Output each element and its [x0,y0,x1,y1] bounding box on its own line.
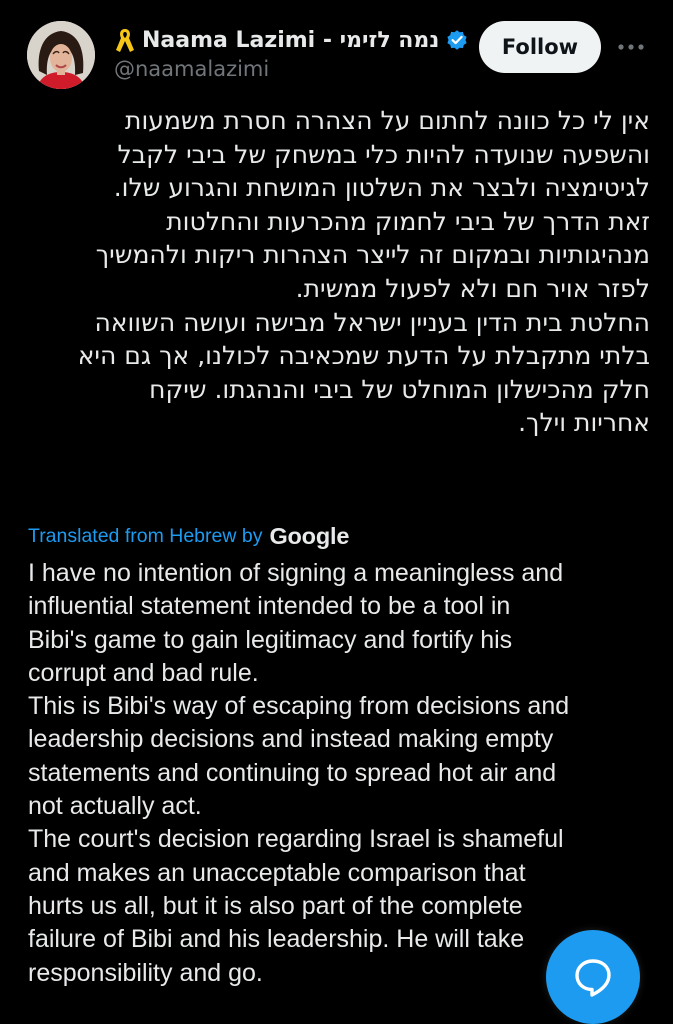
original-line: והשפעה שנועדה להיות כלי במשחק של ביבי לקבל [117,139,650,169]
profile-photo [27,21,95,89]
yellow-ribbon-icon [114,26,136,54]
original-line: אין לי כל כוונה לחתום על הצהרה חסרת משמעות [125,106,650,135]
translated-from-link[interactable]: Translated from Hebrew by [28,524,263,547]
author-display-name[interactable]: Naama Lazimi - נמה לזימי [142,27,440,53]
avatar[interactable] [27,21,95,89]
translation-line: This is Bibi's way of escaping from decisions and [28,692,570,721]
original-line: אחריות וילך. [518,408,650,438]
translation-line: not actually act. [28,792,202,821]
google-logo: Google [269,522,350,549]
translation-line: I have no intention of signing a meaningless and [28,559,564,587]
translation-line: leadership decisions and instead making empty [28,725,554,754]
original-line: חלק מהכישלון המוחלט של ביבי והנהגתו. שיקח [149,374,650,404]
translation-line: corrupt and bad rule. [28,658,259,687]
original-line: החלטת בית הדין בעניין ישראל מבישה ועושה השוואה [94,307,650,337]
post-text-translation [28,557,673,990]
post-header [0,0,673,100]
original-line: לגיטימציה ולבצר את השלטון המושחת והגרוע שלו. [113,173,650,203]
post-text-original [18,104,650,440]
translation-line: statements and continuing to spread hot air and [28,758,557,787]
author-name-row[interactable] [114,24,469,56]
compose-reply-button[interactable] [546,930,640,1024]
original-line: בלתי מתקבלת על הדעת שמכאיבה לכולנו, אך גם היא [77,341,650,371]
follow-button[interactable]: Follow [479,21,601,73]
more-horizontal-icon [617,43,645,51]
translation-line: hurts us all, but it is also part of the complete [28,891,523,920]
author-handle[interactable]: @naamalazimi [114,57,270,81]
translation-line: The court's decision regarding Israel is shameful [28,825,564,854]
translation-line: and makes an unacceptable comparison that [28,858,526,887]
translation-line: influential statement intended to be a tool in [28,592,511,621]
original-line: מנהיגותיות ובמקום זה לייצר הצהרות ריקות ולהמשיך [95,240,650,270]
translation-attribution [28,519,349,553]
translation-line: responsibility and go. [28,958,263,987]
reply-bubble-icon [571,955,615,999]
original-line: לפזר אויר חם ולא לפעול ממשית. [295,273,650,303]
translation-line: Bibi's game to gain legitimacy and fortify his [28,625,513,654]
verified-badge-icon [445,28,469,52]
original-line: זאת הדרך של ביבי לחמוק מהכרעות והחלטות [166,206,650,236]
translation-line: failure of Bibi and his leadership. He will take [28,925,525,954]
more-options-button[interactable] [616,30,646,64]
